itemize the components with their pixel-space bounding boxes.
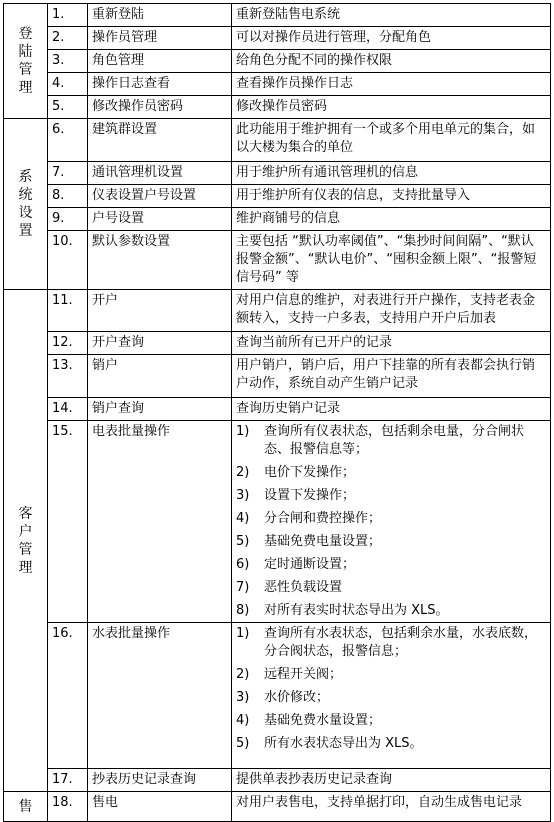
function-name: 抄表历史记录查询 (88, 769, 232, 792)
group-label-char: 管 (18, 62, 33, 78)
function-description: 给角色分配不同的操作权限 (232, 50, 551, 73)
row-number: 9. (48, 208, 88, 231)
list-item-text: 水价修改； (264, 690, 330, 705)
list-item-marker: 4) (236, 713, 250, 728)
group-label-char: 系 (18, 169, 33, 185)
list-item-text: 分合闸和费控操作； (264, 511, 382, 526)
list-item-text: 对所有表实时状态导出为 XLS。 (264, 603, 449, 618)
list-item (236, 602, 546, 620)
table-row (4, 290, 551, 332)
function-name: 仪表设置户号设置 (88, 185, 232, 208)
function-description: 修改操作员密码 (232, 96, 551, 119)
group-label-char: 置 (18, 223, 33, 239)
function-description (232, 623, 551, 769)
group-label-login (4, 4, 48, 119)
list-item-text: 所有水表状态导出为 XLS。 (264, 736, 423, 751)
list-item (236, 579, 546, 597)
list-item-marker: 5) (236, 534, 250, 549)
row-number: 6. (48, 119, 88, 162)
list-item (236, 423, 546, 459)
function-name: 销户查询 (88, 398, 232, 421)
row-number: 7. (48, 162, 88, 185)
group-label-char: 理 (18, 559, 33, 576)
function-description (232, 421, 551, 623)
function-description: 用于维护所有仪表的信息，支持批量导入 (232, 185, 551, 208)
group-label-system (4, 119, 48, 290)
function-name: 户号设置 (88, 208, 232, 231)
row-number: 15. (48, 421, 88, 623)
group-label-char: 设 (18, 205, 33, 221)
table-row (4, 119, 551, 162)
row-number: 12. (48, 332, 88, 355)
function-name: 销户 (88, 355, 232, 398)
list-item-marker: 3) (236, 690, 250, 705)
function-table (3, 3, 551, 822)
function-description: 此功能用于维护拥有一个或多个用电单元的集合，如以大楼为集合的单位 (232, 119, 551, 162)
list-item (236, 666, 546, 684)
group-label-char: 户 (18, 523, 33, 540)
list-item-marker: 8) (236, 603, 250, 618)
row-number: 1. (48, 4, 88, 27)
list-item-text: 恶性负载设置 (264, 580, 343, 595)
list-item-marker: 6) (236, 557, 250, 572)
list-item-text: 基础免费水量设置； (264, 713, 382, 728)
list-item-text: 电价下发操作； (264, 465, 356, 480)
group-label-sale (4, 792, 48, 822)
step-list (236, 423, 546, 620)
table-row (4, 769, 551, 792)
function-description: 查询历史销户记录 (232, 398, 551, 421)
function-description: 主要包括 “默认功率阈值”、“集抄时间间隔”、“默认报警金额”、“默认电价”、“囤积金额上限”、“报警短信号码” 等 (232, 231, 551, 290)
list-item (236, 689, 546, 707)
list-item-text: 定时通断设置； (264, 557, 356, 572)
list-item (236, 735, 546, 753)
function-name: 修改操作员密码 (88, 96, 232, 119)
list-item (236, 510, 546, 528)
row-number: 16. (48, 623, 88, 769)
function-name: 开户 (88, 290, 232, 332)
row-number: 3. (48, 50, 88, 73)
table-row (4, 398, 551, 421)
function-name: 建筑群设置 (88, 119, 232, 162)
row-number: 2. (48, 27, 88, 50)
table-row (4, 73, 551, 96)
list-item-marker: 1) (236, 626, 250, 641)
list-item-text: 查询所有仪表状态，包括剩余电量，分合闸状态、报警信息等； (264, 424, 525, 457)
table-row (4, 231, 551, 290)
group-label-char: 理 (18, 80, 33, 96)
list-item-marker: 5) (236, 736, 250, 751)
table-row (4, 96, 551, 119)
group-label-customer (4, 290, 48, 792)
function-description: 可以对操作员进行管理，分配角色 (232, 27, 551, 50)
function-description: 重新登陆售电系统 (232, 4, 551, 27)
group-label-char: 陆 (18, 44, 33, 60)
group-label-char: 客 (18, 505, 33, 522)
row-number: 17. (48, 769, 88, 792)
list-item (236, 625, 546, 661)
function-description: 查询当前所有已开户的记录 (232, 332, 551, 355)
row-number: 8. (48, 185, 88, 208)
list-item-marker: 2) (236, 465, 250, 480)
list-item-text: 查询所有水表状态，包括剩余水量，水表底数，分合阀状态，报警信息； (264, 626, 538, 659)
function-name: 通讯管理机设置 (88, 162, 232, 185)
row-number: 4. (48, 73, 88, 96)
list-item-text: 远程开关阀； (264, 667, 343, 682)
table-row (4, 162, 551, 185)
list-item (236, 533, 546, 551)
table-row (4, 185, 551, 208)
function-name: 操作日志查看 (88, 73, 232, 96)
function-description: 查看操作员操作日志 (232, 73, 551, 96)
row-number: 10. (48, 231, 88, 290)
table-row (4, 50, 551, 73)
list-item-marker: 4) (236, 511, 250, 526)
function-name: 电表批量操作 (88, 421, 232, 623)
table-row (4, 4, 551, 27)
group-label-char: 售 (18, 798, 33, 815)
function-description: 维护商铺号的信息 (232, 208, 551, 231)
list-item-text: 设置下发操作； (264, 488, 356, 503)
row-number: 18. (48, 792, 88, 822)
group-label-char: 管 (18, 541, 33, 558)
function-name: 重新登陆 (88, 4, 232, 27)
table-row (4, 355, 551, 398)
function-description: 对用户表售电，支持单据打印，自动生成售电记录 (232, 792, 551, 822)
list-item-marker: 3) (236, 488, 250, 503)
function-name: 操作员管理 (88, 27, 232, 50)
row-number: 11. (48, 290, 88, 332)
function-name: 开户查询 (88, 332, 232, 355)
function-description: 用于维护所有通讯管理机的信息 (232, 162, 551, 185)
function-description: 对用户信息的维护，对表进行开户操作，支持老表金额转入，支持一户多表，支持用户开户后加表 (232, 290, 551, 332)
step-list (236, 625, 546, 753)
function-name: 默认参数设置 (88, 231, 232, 290)
table-row (4, 421, 551, 623)
group-label-char: 登 (18, 26, 33, 42)
function-name: 水表批量操作 (88, 623, 232, 769)
list-item (236, 487, 546, 505)
table-row (4, 208, 551, 231)
list-item-marker: 1) (236, 424, 250, 439)
function-name: 售电 (88, 792, 232, 822)
list-item (236, 464, 546, 482)
list-item (236, 556, 546, 574)
function-description: 用户销户，销户后，用户下挂靠的所有表都会执行销户动作，系统自动产生销户记录 (232, 355, 551, 398)
table-row (4, 623, 551, 769)
list-item (236, 712, 546, 730)
function-description: 提供单表抄表历史记录查询 (232, 769, 551, 792)
function-name: 角色管理 (88, 50, 232, 73)
list-item-text: 基础免费电量设置； (264, 534, 382, 549)
row-number: 13. (48, 355, 88, 398)
row-number: 14. (48, 398, 88, 421)
table-row (4, 27, 551, 50)
list-item-marker: 2) (236, 667, 250, 682)
table-row (4, 792, 551, 822)
list-item-marker: 7) (236, 580, 250, 595)
table-row (4, 332, 551, 355)
group-label-char: 统 (18, 187, 33, 203)
row-number: 5. (48, 96, 88, 119)
